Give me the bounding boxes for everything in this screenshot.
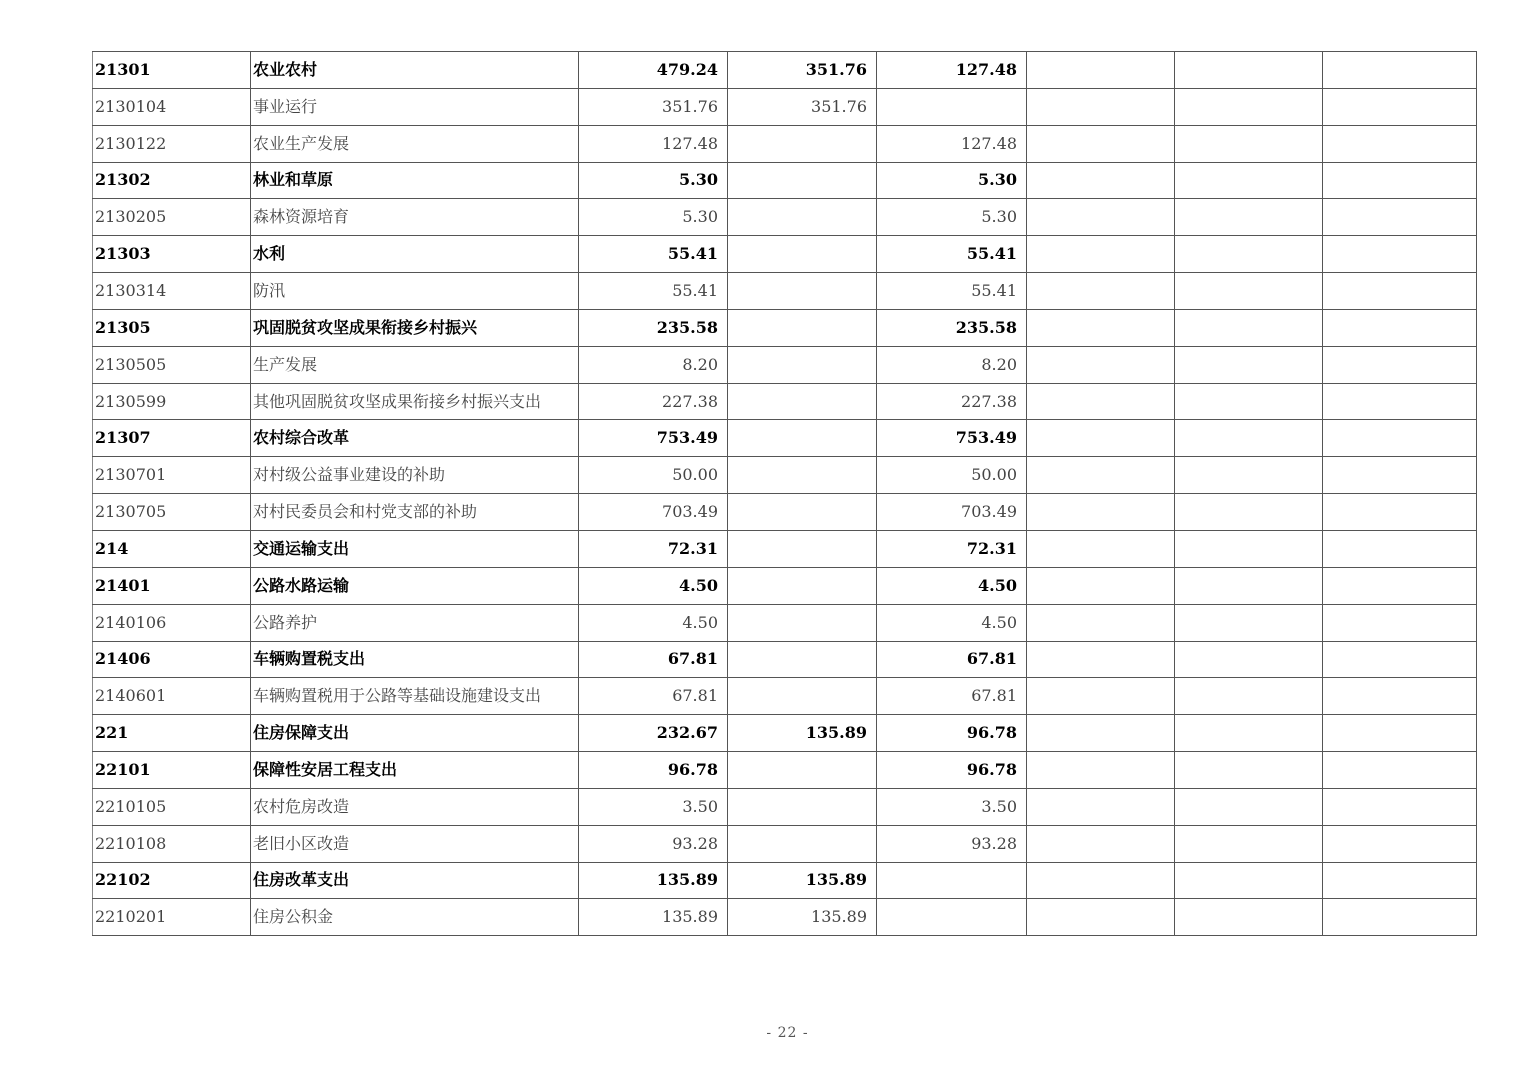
subject-code-cell: 2130122 (93, 125, 251, 162)
subject-code-cell: 2210201 (93, 899, 251, 936)
subject-code-cell: 22102 (93, 862, 251, 899)
amount-cell-1: 50.00 (579, 457, 728, 494)
amount-cell-3: 4.50 (877, 604, 1027, 641)
amount-cell-4 (1027, 494, 1175, 531)
amount-cell-4 (1027, 346, 1175, 383)
subject-name-cell: 保障性安居工程支出 (251, 752, 579, 789)
amount-cell-1: 127.48 (579, 125, 728, 162)
amount-cell-2 (728, 752, 877, 789)
table-row (93, 604, 1477, 641)
amount-cell-4 (1027, 899, 1175, 936)
amount-cell-5 (1175, 494, 1323, 531)
amount-cell-1: 4.50 (579, 604, 728, 641)
table-row (93, 899, 1477, 936)
subject-code-cell: 2130701 (93, 457, 251, 494)
subject-code-cell: 21305 (93, 309, 251, 346)
amount-cell-5 (1175, 383, 1323, 420)
amount-cell-4 (1027, 715, 1175, 752)
subject-code-cell: 2210108 (93, 825, 251, 862)
amount-cell-1: 55.41 (579, 236, 728, 273)
amount-cell-1: 5.30 (579, 162, 728, 199)
amount-cell-4 (1027, 862, 1175, 899)
amount-cell-1: 753.49 (579, 420, 728, 457)
amount-cell-3: 127.48 (877, 52, 1027, 89)
subject-name-cell: 交通运输支出 (251, 530, 579, 567)
amount-cell-3: 93.28 (877, 825, 1027, 862)
amount-cell-4 (1027, 788, 1175, 825)
amount-cell-2 (728, 162, 877, 199)
table-row (93, 494, 1477, 531)
table-row (93, 125, 1477, 162)
subject-name-cell: 农业农村 (251, 52, 579, 89)
amount-cell-3: 55.41 (877, 273, 1027, 310)
amount-cell-6 (1323, 309, 1477, 346)
subject-code-cell: 21401 (93, 567, 251, 604)
amount-cell-3 (877, 862, 1027, 899)
amount-cell-2 (728, 346, 877, 383)
amount-cell-1: 67.81 (579, 678, 728, 715)
amount-cell-6 (1323, 52, 1477, 89)
amount-cell-4 (1027, 825, 1175, 862)
amount-cell-3: 8.20 (877, 346, 1027, 383)
amount-cell-6 (1323, 162, 1477, 199)
amount-cell-6 (1323, 752, 1477, 789)
amount-cell-2 (728, 788, 877, 825)
subject-code-cell: 21302 (93, 162, 251, 199)
amount-cell-1: 72.31 (579, 530, 728, 567)
subject-code-cell: 21303 (93, 236, 251, 273)
subject-name-cell: 巩固脱贫攻坚成果衔接乡村振兴 (251, 309, 579, 346)
amount-cell-3 (877, 88, 1027, 125)
table-row (93, 309, 1477, 346)
table-row (93, 530, 1477, 567)
table-row (93, 346, 1477, 383)
subject-code-cell: 2130599 (93, 383, 251, 420)
subject-code-cell: 2140601 (93, 678, 251, 715)
subject-code-cell: 21307 (93, 420, 251, 457)
amount-cell-1: 232.67 (579, 715, 728, 752)
amount-cell-6 (1323, 457, 1477, 494)
amount-cell-4 (1027, 678, 1175, 715)
amount-cell-1: 93.28 (579, 825, 728, 862)
amount-cell-5 (1175, 88, 1323, 125)
amount-cell-2: 135.89 (728, 715, 877, 752)
amount-cell-4 (1027, 273, 1175, 310)
amount-cell-2 (728, 494, 877, 531)
amount-cell-5 (1175, 788, 1323, 825)
subject-name-cell: 车辆购置税支出 (251, 641, 579, 678)
subject-name-cell: 其他巩固脱贫攻坚成果衔接乡村振兴支出 (251, 383, 579, 420)
amount-cell-3: 5.30 (877, 162, 1027, 199)
amount-cell-6 (1323, 88, 1477, 125)
amount-cell-1: 135.89 (579, 899, 728, 936)
amount-cell-5 (1175, 899, 1323, 936)
amount-cell-3: 50.00 (877, 457, 1027, 494)
amount-cell-2 (728, 604, 877, 641)
amount-cell-4 (1027, 383, 1175, 420)
amount-cell-2 (728, 641, 877, 678)
amount-cell-3: 703.49 (877, 494, 1027, 531)
amount-cell-4 (1027, 199, 1175, 236)
subject-code-cell: 21406 (93, 641, 251, 678)
amount-cell-5 (1175, 825, 1323, 862)
amount-cell-5 (1175, 567, 1323, 604)
subject-code-cell: 2130705 (93, 494, 251, 531)
table-row (93, 162, 1477, 199)
amount-cell-5 (1175, 346, 1323, 383)
amount-cell-4 (1027, 641, 1175, 678)
budget-expenditure-table (92, 51, 1477, 936)
amount-cell-6 (1323, 420, 1477, 457)
subject-name-cell: 生产发展 (251, 346, 579, 383)
amount-cell-1: 235.58 (579, 309, 728, 346)
table-row (93, 641, 1477, 678)
subject-code-cell: 2130505 (93, 346, 251, 383)
subject-name-cell: 公路养护 (251, 604, 579, 641)
subject-name-cell: 农村综合改革 (251, 420, 579, 457)
amount-cell-5 (1175, 862, 1323, 899)
table-row (93, 567, 1477, 604)
page-number: - 22 - (766, 1025, 809, 1041)
amount-cell-6 (1323, 383, 1477, 420)
subject-name-cell: 农村危房改造 (251, 788, 579, 825)
subject-name-cell: 水利 (251, 236, 579, 273)
amount-cell-3: 227.38 (877, 383, 1027, 420)
amount-cell-2: 351.76 (728, 88, 877, 125)
subject-name-cell: 住房改革支出 (251, 862, 579, 899)
amount-cell-3: 67.81 (877, 641, 1027, 678)
amount-cell-5 (1175, 641, 1323, 678)
subject-name-cell: 对村级公益事业建设的补助 (251, 457, 579, 494)
amount-cell-6 (1323, 825, 1477, 862)
amount-cell-6 (1323, 199, 1477, 236)
table-row (93, 715, 1477, 752)
amount-cell-2 (728, 420, 877, 457)
amount-cell-3: 235.58 (877, 309, 1027, 346)
table-row (93, 788, 1477, 825)
amount-cell-6 (1323, 567, 1477, 604)
amount-cell-2 (728, 273, 877, 310)
amount-cell-6 (1323, 530, 1477, 567)
amount-cell-6 (1323, 788, 1477, 825)
amount-cell-4 (1027, 52, 1175, 89)
subject-code-cell: 2130314 (93, 273, 251, 310)
amount-cell-3: 5.30 (877, 199, 1027, 236)
subject-code-cell: 221 (93, 715, 251, 752)
amount-cell-6 (1323, 273, 1477, 310)
amount-cell-5 (1175, 604, 1323, 641)
amount-cell-1: 479.24 (579, 52, 728, 89)
table-row (93, 52, 1477, 89)
amount-cell-6 (1323, 604, 1477, 641)
subject-name-cell: 车辆购置税用于公路等基础设施建设支出 (251, 678, 579, 715)
table-row (93, 825, 1477, 862)
amount-cell-5 (1175, 162, 1323, 199)
table-row (93, 236, 1477, 273)
amount-cell-1: 5.30 (579, 199, 728, 236)
table-row (93, 199, 1477, 236)
amount-cell-6 (1323, 346, 1477, 383)
table-row (93, 273, 1477, 310)
table-row (93, 457, 1477, 494)
amount-cell-1: 703.49 (579, 494, 728, 531)
subject-name-cell: 事业运行 (251, 88, 579, 125)
amount-cell-6 (1323, 494, 1477, 531)
subject-code-cell: 2140106 (93, 604, 251, 641)
amount-cell-5 (1175, 530, 1323, 567)
amount-cell-2: 351.76 (728, 52, 877, 89)
amount-cell-3: 3.50 (877, 788, 1027, 825)
amount-cell-5 (1175, 309, 1323, 346)
amount-cell-1: 96.78 (579, 752, 728, 789)
amount-cell-1: 3.50 (579, 788, 728, 825)
amount-cell-4 (1027, 604, 1175, 641)
amount-cell-4 (1027, 457, 1175, 494)
amount-cell-5 (1175, 457, 1323, 494)
amount-cell-4 (1027, 88, 1175, 125)
amount-cell-2 (728, 199, 877, 236)
amount-cell-1: 55.41 (579, 273, 728, 310)
amount-cell-6 (1323, 899, 1477, 936)
amount-cell-4 (1027, 125, 1175, 162)
amount-cell-3: 96.78 (877, 752, 1027, 789)
subject-name-cell: 林业和草原 (251, 162, 579, 199)
amount-cell-2 (728, 125, 877, 162)
subject-name-cell: 老旧小区改造 (251, 825, 579, 862)
amount-cell-1: 4.50 (579, 567, 728, 604)
amount-cell-6 (1323, 715, 1477, 752)
subject-name-cell: 住房公积金 (251, 899, 579, 936)
amount-cell-2 (728, 236, 877, 273)
subject-name-cell: 防汛 (251, 273, 579, 310)
amount-cell-1: 67.81 (579, 641, 728, 678)
amount-cell-4 (1027, 420, 1175, 457)
table-row (93, 862, 1477, 899)
table-row (93, 678, 1477, 715)
subject-name-cell: 森林资源培育 (251, 199, 579, 236)
amount-cell-3: 753.49 (877, 420, 1027, 457)
amount-cell-2: 135.89 (728, 862, 877, 899)
amount-cell-4 (1027, 236, 1175, 273)
amount-cell-5 (1175, 715, 1323, 752)
table-row (93, 383, 1477, 420)
amount-cell-3 (877, 899, 1027, 936)
amount-cell-5 (1175, 236, 1323, 273)
amount-cell-2 (728, 567, 877, 604)
amount-cell-2 (728, 825, 877, 862)
amount-cell-5 (1175, 125, 1323, 162)
amount-cell-3: 127.48 (877, 125, 1027, 162)
subject-name-cell: 住房保障支出 (251, 715, 579, 752)
amount-cell-2 (728, 457, 877, 494)
amount-cell-3: 67.81 (877, 678, 1027, 715)
table-row (93, 752, 1477, 789)
subject-code-cell: 22101 (93, 752, 251, 789)
amount-cell-4 (1027, 530, 1175, 567)
amount-cell-4 (1027, 752, 1175, 789)
amount-cell-4 (1027, 567, 1175, 604)
amount-cell-2 (728, 309, 877, 346)
table-row (93, 88, 1477, 125)
amount-cell-5 (1175, 420, 1323, 457)
amount-cell-2 (728, 530, 877, 567)
table-body (93, 52, 1477, 936)
subject-name-cell: 农业生产发展 (251, 125, 579, 162)
amount-cell-6 (1323, 125, 1477, 162)
table-row (93, 420, 1477, 457)
amount-cell-1: 351.76 (579, 88, 728, 125)
subject-code-cell: 2210105 (93, 788, 251, 825)
subject-code-cell: 2130104 (93, 88, 251, 125)
amount-cell-2 (728, 383, 877, 420)
subject-code-cell: 214 (93, 530, 251, 567)
amount-cell-1: 227.38 (579, 383, 728, 420)
amount-cell-3: 55.41 (877, 236, 1027, 273)
amount-cell-5 (1175, 199, 1323, 236)
amount-cell-5 (1175, 678, 1323, 715)
amount-cell-1: 135.89 (579, 862, 728, 899)
amount-cell-3: 4.50 (877, 567, 1027, 604)
amount-cell-4 (1027, 309, 1175, 346)
amount-cell-4 (1027, 162, 1175, 199)
amount-cell-1: 8.20 (579, 346, 728, 383)
amount-cell-2: 135.89 (728, 899, 877, 936)
subject-name-cell: 公路水路运输 (251, 567, 579, 604)
amount-cell-3: 72.31 (877, 530, 1027, 567)
amount-cell-5 (1175, 752, 1323, 789)
amount-cell-6 (1323, 641, 1477, 678)
amount-cell-5 (1175, 273, 1323, 310)
amount-cell-2 (728, 678, 877, 715)
subject-code-cell: 21301 (93, 52, 251, 89)
amount-cell-3: 96.78 (877, 715, 1027, 752)
amount-cell-5 (1175, 52, 1323, 89)
amount-cell-6 (1323, 862, 1477, 899)
subject-name-cell: 对村民委员会和村党支部的补助 (251, 494, 579, 531)
amount-cell-6 (1323, 236, 1477, 273)
subject-code-cell: 2130205 (93, 199, 251, 236)
amount-cell-6 (1323, 678, 1477, 715)
